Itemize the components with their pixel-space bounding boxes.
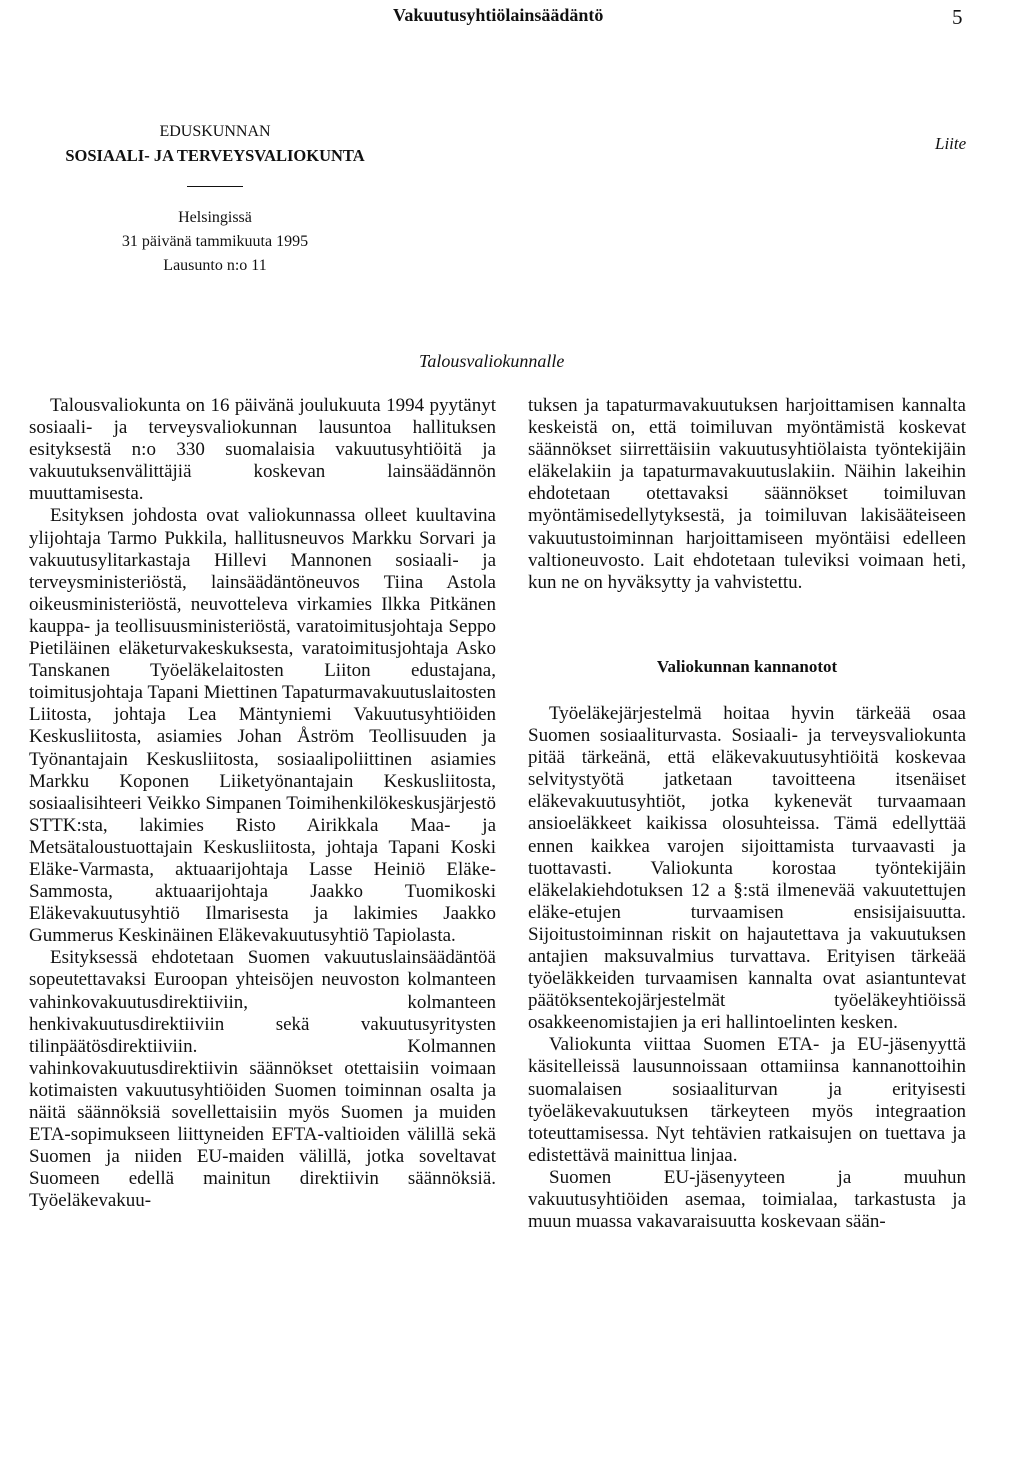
running-title: Vakuutusyhtiölainsäädäntö: [393, 5, 604, 25]
paragraph: Suomen EU-jäsenyyteen ja muuhun vakuutusyhtiöiden asemaa, toimialaa, tarkastusta ja muun muassa vakavaraisuutta koskevaan sään-: [528, 1166, 966, 1233]
header-divider: [187, 186, 243, 187]
page-number: 5: [952, 5, 963, 29]
committee-header: [30, 120, 400, 278]
appendix-label: Liite: [935, 134, 967, 153]
section-heading: Valiokunnan kannanotot: [656, 656, 838, 676]
committee-name: SOSIAALI- JA TERVEYSVALIOKUNTA: [65, 146, 365, 165]
paragraph-continued: tuksen ja tapaturmavakuutuksen harjoittamisen kannalta keskeistä on, että toimiluvan myöntämistä koskevat säännökset siirrettäisiin vakuutusyhtiölaista työntekijäin eläkelakiin ja tapaturmavakuutuslakiin. Näihin lakeihin ehdotetaan otettavaksi säännökset toimiluvan myöntämisedellytyksestä, ja toimiluvan lakisääteiseen vakuutustoiminnan harjoittamiseen myöntäisi edelleen valtioneuvosto. Lait ehdotetaan tuleviksi voimaan heti, kun ne on hyväksytty ja vahvistettu.: [528, 395, 966, 593]
paragraph: Työeläkejärjestelmä hoitaa hyvin tärkeää osaa Suomen sosiaaliturvasta. Sosiaali- ja terveysvaliokunta pitää tärkeänä, että eläkevakuutusyhtiöitä koskevaa selvitystyötä jatketaan tavoitteena itsenäiset eläkevakuutusyhtiöt, jotka kykenevät turvaamaan ansioeläkkeet kaikissa olosuhteissa. Tämä edellyttää ennen kaikkea varojen sijoittamista turvaavasti ja tuottavasti. Valiokunta korostaa työntekijäin eläkelakiehdotuksen 12 a §:stä ilmenevää vakuutettujen eläke-etujen turvaamisen ensisijaisuutta. Sijoitustoiminnan riskit on hajautettava ja vakuutuksen antajien maksuvalmius turvattava. Erityisen tärkeää työeläkkeiden turvaamisen kannalta ovat asiantuntevat päätöksentekojärjestelmät työeläkeyhtiöissä osakkeenomistajien ja eri hallintoelinten kesken.: [528, 702, 966, 1034]
paragraph: Talousvaliokunta on 16 päivänä joulukuuta 1994 pyytänyt sosiaali- ja terveysvaliokunnan lausuntoa hallituksen esityksestä n:o 330 suomalaisia vakuutusyhtiöitä ja vakuutuksenvälittäjiä koskevan lainsäädännön muuttamisesta.: [29, 395, 496, 505]
place: Helsingissä: [178, 209, 252, 226]
parliament-name: EDUSKUNNAN: [159, 123, 271, 140]
left-column: [29, 395, 496, 1212]
paragraph: Esityksessä ehdotetaan Suomen vakuutuslainsäädäntöä sopeutettavaksi Euroopan yhteisöjen neuvoston kolmanteen vahinkovakuutusdirektiiviin, kolmanteen henkivakuutusdirektiiviin sekä vakuutusyritysten tilinpäätösdirektiiviin. Kolmannen vahinkovakuutusdirektiivin säännökset otettaisiin voimaan kotimaisten vakuutusyhtiöiden Suomen toiminnan osalta ja näitä säännöksiä sovellettaisiin myös Suomen ja muiden ETA-sopimukseen liittyneiden EFTA-valtioiden välillä sekä Suomen ja niiden EU-maiden välillä, jotka soveltavat Suomeen edellä mainitun direktiivin säännöksiä. Työeläkevakuu-: [29, 947, 496, 1212]
paragraph: Esityksen johdosta ovat valiokunnassa olleet kuultavina ylijohtaja Tarmo Pukkila, hallitusneuvos Markku Sorvari ja vakuutusylitarkastaja Hillevi Mannonen sosiaali- ja terveysministeriöstä, lainsäädäntöneuvos Tiina Astola oikeusministeriöstä, neuvotteleva virkamies Ilkka Pitkänen kauppa- ja teollisuusministeriöstä, varatoimitusjohtaja Seppo Pietiläinen eläketurvakeskuksesta, varatoimitusjohtaja Asko Tanskanen Työeläkelaitosten Liiton edustajana, toimitusjohtaja Tapani Miettinen Tapaturmavakuutuslaitosten Liitosta, johtaja Lea Mäntyniemi Vakuutusyhtiöiden Keskusliitosta, asiamies Johan Åström Teollisuuden ja Työnantajain Keskusliitosta, sosiaalipoliittinen asiamies Markku Koponen Liiketyönantajain Keskusliitosta, sosiaalisihteeri Veikko Simpanen Toimihenkilökeskusjärjestö STTK:sta, lakimies Risto Airikkala Maa- ja Metsätaloustuottajain Keskusliitosta, johtaja Tapani Koski Eläke-Varmasta, aktuaarijohtaja Lasse Heiniö Eläke-Sammosta, aktuaarijohtaja Jaakko Tuomikoski Eläkevakuutusyhtiö Ilmarisesta ja lakimies Jaakko Gummerus Keskinäinen Eläkevakuutusyhtiö Tapiolasta.: [29, 505, 496, 947]
statement-number: Lausunto n:o 11: [163, 257, 267, 274]
addressee: Talousvaliokunnalle: [419, 351, 565, 371]
paragraph: Valiokunta viittaa Suomen ETA- ja EU-jäsenyyttä käsitelleissä lausunnoissaan ottamiinsa kannanottoihin suomalaisen sosiaaliturvan ja erityisesti työeläkevakuutuksen tärkeyteen myös integraation toteuttamisessa. Nyt tehtävien ratkaisujen on tuettava ja edistettävä mainittua linjaa.: [528, 1034, 966, 1166]
date: 31 päivänä tammikuuta 1995: [121, 233, 309, 250]
right-column: [528, 395, 966, 1233]
